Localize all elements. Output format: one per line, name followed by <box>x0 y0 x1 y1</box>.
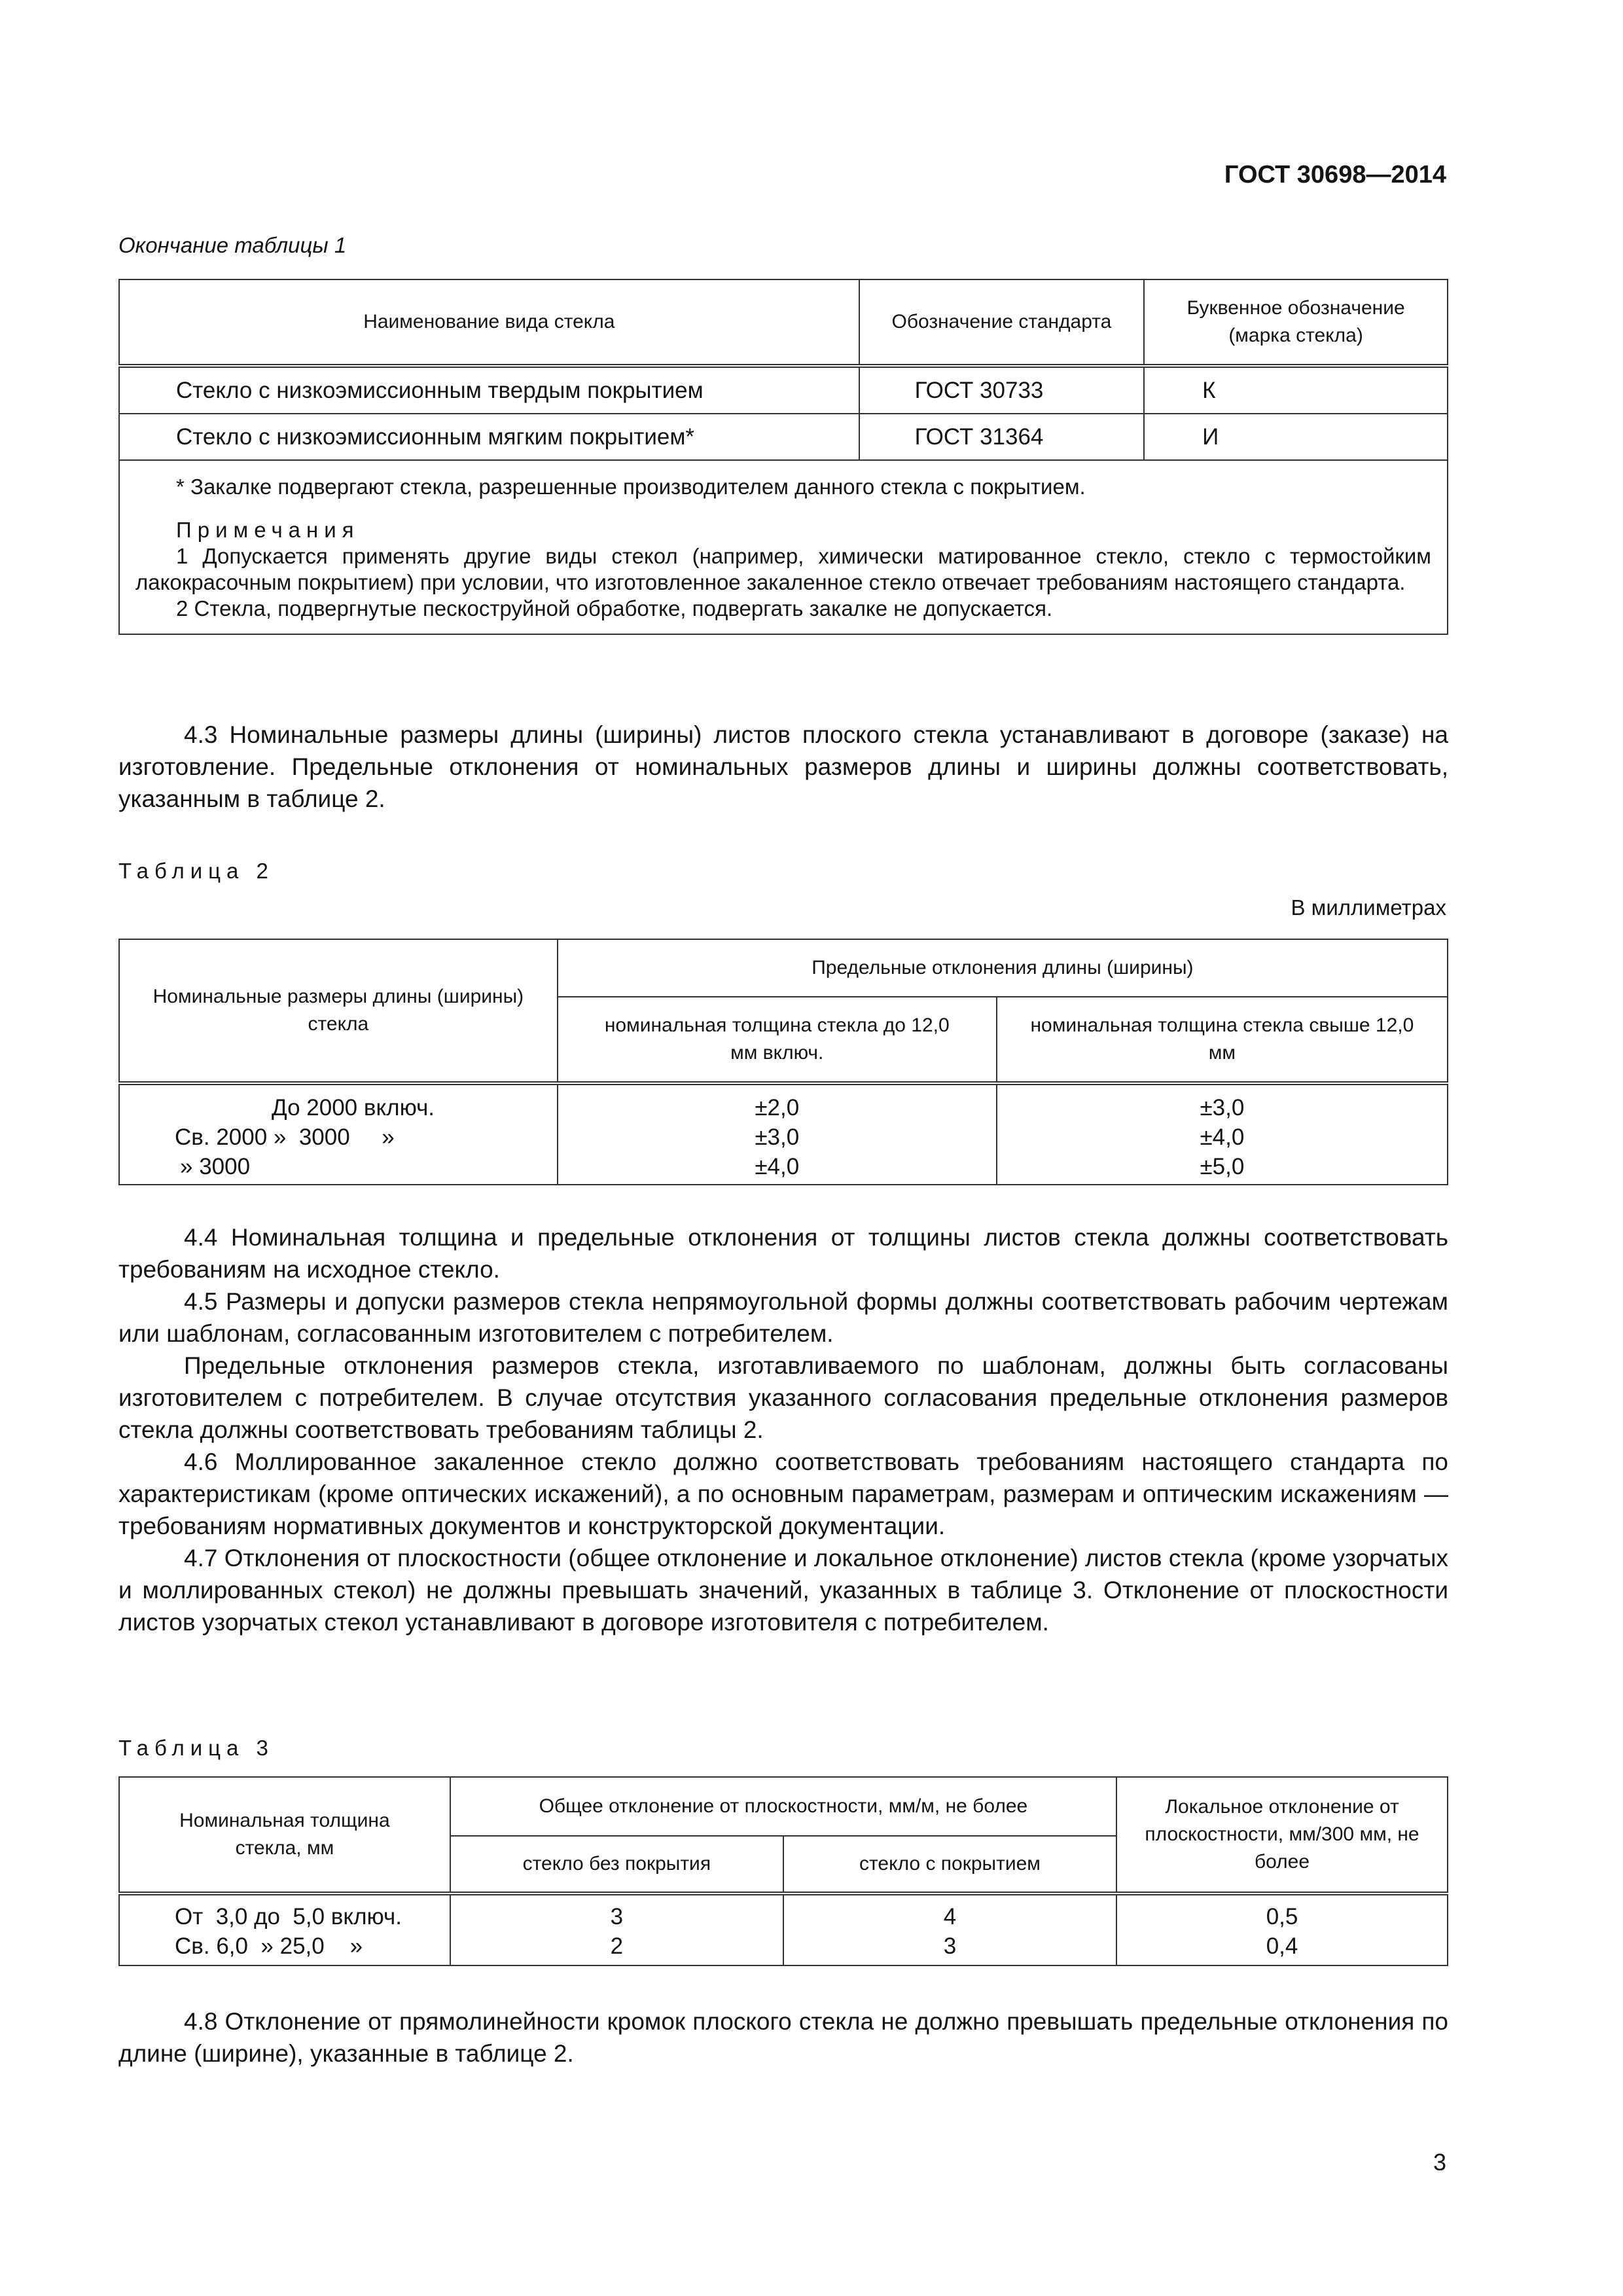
table2-col-group: Предельные отклонения длины (ширины) <box>558 939 1448 997</box>
table-row <box>119 414 1448 460</box>
table-3 <box>118 1776 1448 1966</box>
table2-dev-cell-b: ±3,0 ±4,0 ±5,0 <box>997 1083 1448 1185</box>
table2-dev-cell-a: ±2,0 ±3,0 ±4,0 <box>558 1083 997 1185</box>
paragraph-4-4: 4.4 Номинальная толщина и предельные отклонения от толщины листов стекла должны соответствовать требованиям на исходное стекло. <box>118 1224 1448 1283</box>
table3-col-thickness: Номинальная толщина стекла, мм <box>119 1777 450 1893</box>
table3-col-local: Локальное отклонение от плоскостности, мм/300 мм, не более <box>1116 1777 1448 1893</box>
note-2: 2 Стекла, подвергнутые пескоструйной обработке, подвергать закалке не допускается. <box>176 596 1053 620</box>
table3-cell-c: 0,5 0,4 <box>1116 1893 1448 1965</box>
table-row <box>119 1893 1448 1965</box>
page-number: 3 <box>1433 2149 1446 2176</box>
table1-cell-standard: ГОСТ 30733 <box>859 366 1145 414</box>
table1-cell-mark: И <box>1144 414 1448 460</box>
note-1: 1 Допускается применять другие виды стекол (например, химически матированное стекло, стекло с термостойким лакокрасочным покрытием) при условии, что изготовленное закаленное стекло отвечает требованиям настоящего стандарта. <box>135 544 1431 594</box>
table1-footnote: * Закалке подвергают стекла, разрешенные производителем данного стекла с покрытием. <box>176 475 1086 499</box>
table1-cell-mark: К <box>1144 366 1448 414</box>
table2-col-sub1: номинальная толщина стекла до 12,0 мм включ. <box>558 997 997 1083</box>
table2-col-size: Номинальные размеры длины (ширины) стекла <box>119 939 558 1083</box>
paragraph-4-8: 4.8 Отклонение от прямолинейности кромок плоского стекла не должно превышать предельные отклонения по длине (ширине), указанные в таблице 2. <box>118 2008 1448 2067</box>
paragraph-4-7: 4.7 Отклонения от плоскостности (общее отклонение и локальное отклонение) листов стекла (кроме узорчатых и моллированных стекол) не должны превышать значений, указанных в таблице 3. Отклонение от плоскостности листов узорчатых стекол устанавливают в договоре изготовителя с потребителем. <box>118 1545 1448 1636</box>
table1-col-mark: Буквенное обозначение (марка стекла) <box>1144 279 1448 366</box>
table-1 <box>118 279 1448 635</box>
table-2 <box>118 939 1448 1185</box>
paragraph-4-3: 4.3 Номинальные размеры длины (ширины) листов плоского стекла устанавливают в договоре (заказе) на изготовление. Предельные отклонения от номинальных размеров длины и ширины должны соответствовать, указанным в таблице 2. <box>118 721 1448 812</box>
table-row <box>119 1083 1448 1185</box>
table1-footnotes <box>119 460 1448 634</box>
table2-col-sub2: номинальная толщина стекла свыше 12,0 мм <box>997 997 1448 1083</box>
table1-col-name: Наименование вида стекла <box>119 279 859 366</box>
table1-cell-standard: ГОСТ 31364 <box>859 414 1145 460</box>
table3-cell-a: 3 2 <box>450 1893 783 1965</box>
table3-caption: Таблица 3 <box>118 1736 274 1760</box>
paragraph-4-6: 4.6 Моллированное закаленное стекло должно соответствовать требованиям настоящего стандарта по характеристикам (кроме оптических искажений), а по основным параметрам, размерам и оптическим искажениям — требованиям нормативных документов и конструкторской документации. <box>118 1448 1448 1539</box>
table3-col-sub2: стекло с покрытием <box>783 1836 1116 1893</box>
paragraphs-4-4-to-4-7 <box>118 1221 1448 1638</box>
table2-units: В миллиметрах <box>1291 895 1446 920</box>
table3-thickness-cell: От 3,0 до 5,0 включ. Св. 6,0 » 25,0 » <box>119 1893 450 1965</box>
paragraph-4-5: 4.5 Размеры и допуски размеров стекла непрямоугольной формы должны соответствовать рабочим чертежам или шаблонам, согласованным изготовителем с потребителем. <box>118 1288 1448 1347</box>
table3-col-group: Общее отклонение от плоскостности, мм/м, не более <box>450 1777 1116 1836</box>
notes-title: Примечания <box>176 518 360 542</box>
table3-col-sub1: стекло без покрытия <box>450 1836 783 1893</box>
table-row <box>119 366 1448 414</box>
table1-caption: Окончание таблицы 1 <box>118 233 347 257</box>
paragraph-4-5b: Предельные отклонения размеров стекла, изготавливаемого по шаблонам, должны быть согласованы изготовителем с потребителем. В случае отсутствия указанного согласования предельные отклонения размеров стекла должны соответствовать требованиям таблицы 2. <box>118 1352 1448 1443</box>
table2-caption: Таблица 2 <box>118 859 274 883</box>
document-header: ГОСТ 30698—2014 <box>1224 161 1446 188</box>
table3-cell-b: 4 3 <box>783 1893 1116 1965</box>
table1-cell-name: Стекло с низкоэмиссионным мягким покрытием* <box>119 414 859 460</box>
table2-size-cell: До 2000 включ. Св. 2000 » 3000 » » 3000 <box>119 1083 558 1185</box>
table1-col-standard: Обозначение стандарта <box>859 279 1145 366</box>
table1-cell-name: Стекло с низкоэмиссионным твердым покрытием <box>119 366 859 414</box>
